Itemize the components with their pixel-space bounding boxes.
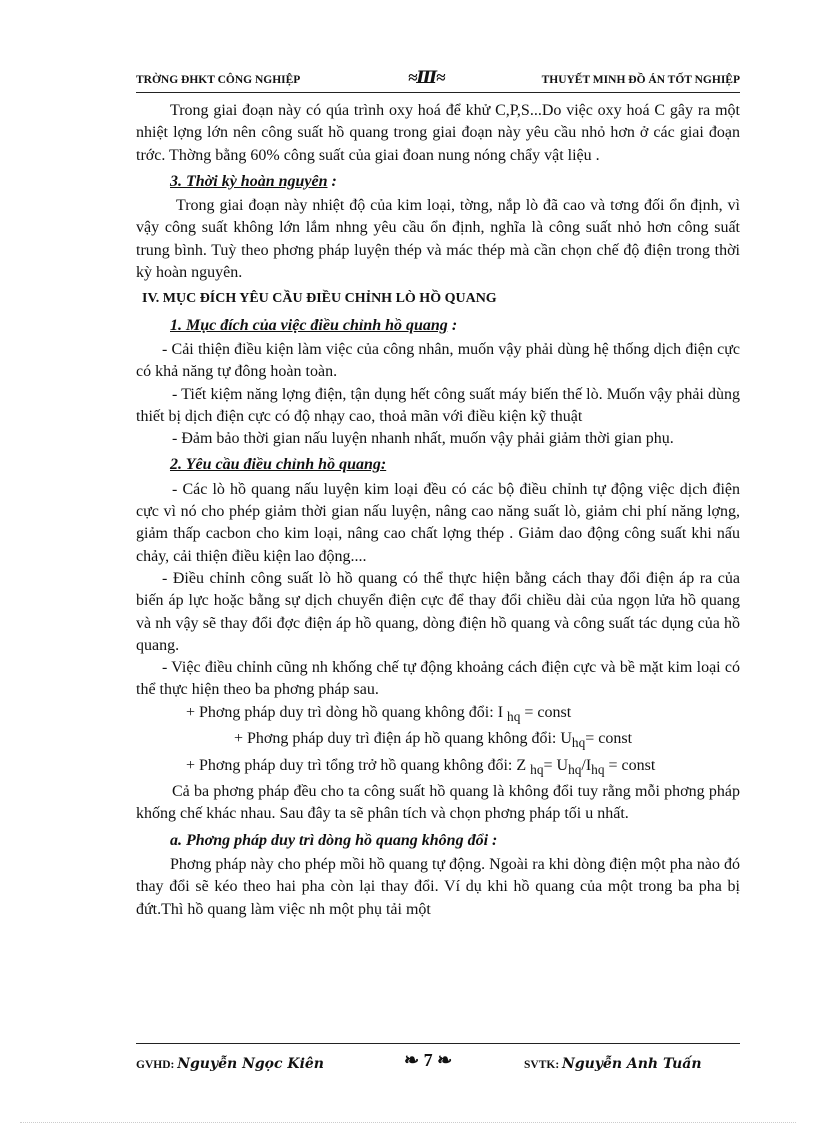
paragraph: Cả ba phơng pháp đều cho ta công suất hồ quang là không đổi tuy rằng mỗi phơng pháp khống chế khác nhau. Sau đây ta sẽ phân tích và chọn phơng pháp tối u nhất.: [136, 783, 740, 823]
header-document-title: THUYẾT MINH ĐỒ ÁN TỐT NGHIỆP: [541, 74, 740, 86]
method-3: + Phơng pháp duy trì tổng trở hồ quang không đổi: Z $_{hq}= U_{hq}/I_{hq}$ = const: [186, 756, 656, 777]
student-name: Nguyễn Anh Tuấn: [562, 1056, 702, 1072]
subheading-2: 2. Yêu cầu điều chỉnh hồ quang:: [170, 456, 387, 474]
paragraph: Phơng pháp này cho phép mồi hồ quang tự động. Ngoài ra khi dòng điện một pha nào đó thay đổi sẽ kéo theo hai pha còn lại thay đổi. Ví dụ khi hồ quang của một trong ba pha bị đứt.Thì hồ quang làm việc nh một phụ tải một: [136, 856, 740, 918]
page-number: ❧ 7 ❧: [404, 1050, 453, 1070]
footer-supervisor: GVHD: Nguyễn Ngọc Kiên: [136, 1056, 324, 1072]
footer-rule: [136, 1043, 740, 1044]
method-1: + Phơng pháp duy trì dòng hồ quang không đổi: I $_{hq}$ = const: [186, 703, 572, 724]
page-footer: [136, 1052, 740, 1074]
paragraph: - Các lò hồ quang nấu luyện kim loại đều có các bộ điều chỉnh tự động việc dịch điện cực vì nó cho phép giảm thời gian nấu luyện, nâng cao năng suất lò, giảm chi phí năng lợng, giảm thấp cacbon cho kim loại, nâng cao chất lợng thép . Giảm dao động công suất khi nấu chảy, cải thiện điều kiện lao động....: [136, 480, 740, 565]
paragraph: - Đảm bảo thời gian nấu luyện nhanh nhất, muốn vậy phải giảm thời gian phụ.: [172, 430, 674, 448]
paragraph: Trong giai đoạn này có qúa trình oxy hoá để khử C,P,S...Do việc oxy hoá C gây ra một nhiệt lợng lớn nên công suất hồ quang trong giai đoạn này yêu cầu nhỏ hơn ở các giai đoạn trớc. Thờng bằng 60% công suất của giai đoan nung nóng chẩy vật liệu .: [136, 102, 740, 164]
left-ornament-icon: ❧: [404, 1050, 420, 1070]
paragraph: - Tiết kiệm năng lợng điện, tận dụng hết công suất máy biến thế lò. Muốn vậy phải dùng thiết bị dịch điện cực có độ nhạy cao, thoả mãn với điều kiện kỹ thuật: [136, 385, 740, 425]
right-ornament-icon: ❧: [437, 1050, 453, 1070]
subheading-3: 3. Thời kỳ hoàn nguyên :: [170, 172, 337, 190]
method-2: + Phơng pháp duy trì điện áp hồ quang không đổi: $U_{hq}=$ const: [234, 730, 633, 751]
paragraph: - Cải thiện điều kiện làm việc của công nhân, muốn vậy phải dùng hệ thống dịch điện cực có khả năng tự đông hoàn toàn.: [136, 340, 740, 381]
subheading-a: a. Phơng pháp duy trì dòng hồ quang không đổi :: [170, 831, 498, 849]
section-heading-iv: IV. MỤC ĐÍCH YÊU CẦU ĐIỀU CHỈNH LÒ HỒ QUANG: [142, 291, 497, 307]
supervisor-name: Nguyễn Ngọc Kiên: [177, 1056, 324, 1072]
paragraph: Trong giai đoạn này nhiệt độ của kim loại, tờng, nắp lò đã cao và tơng đối ổn định, vì vậy công suất không lớn lắm nhng yêu cầu ổn định, nghĩa là công suất nhỏ hơn công suất trung bình. Tuỳ theo phơng pháp luyện thép và mác thép mà cần chọn chế độ điện trong thời kỳ hoàn nguyên.: [136, 197, 740, 282]
page-header: [136, 68, 740, 90]
header-ornament: ≈Ⅲ≈: [408, 68, 445, 87]
footer-student: SVTK: Nguyễn Anh Tuấn: [524, 1056, 702, 1072]
paragraph: - Việc điều chỉnh cũng nh khống chế tự động khoảng cách điện cực và bề mặt kim loại có thể thực hiện theo ba phơng pháp sau.: [136, 659, 740, 699]
paragraph: - Điều chỉnh công suất lò hồ quang có thể thực hiện bằng cách thay đổi điện áp ra của biến áp lực hoặc bằng sự dịch chuyển điện cực để thay đổi chiều dài của ngọn lửa hồ quang và nh vậy sẽ thay đổi đợc điện áp hồ quang, dòng điện hồ quang và công suất tác dụng của hồ quang.: [136, 569, 740, 654]
page-body: [136, 100, 740, 921]
header-rule: [136, 92, 740, 93]
header-school: TRỜNG ĐHKT CÔNG NGHIỆP: [136, 74, 301, 86]
subheading-1: 1. Mục đích của việc điều chỉnh hồ quang :: [170, 316, 458, 334]
